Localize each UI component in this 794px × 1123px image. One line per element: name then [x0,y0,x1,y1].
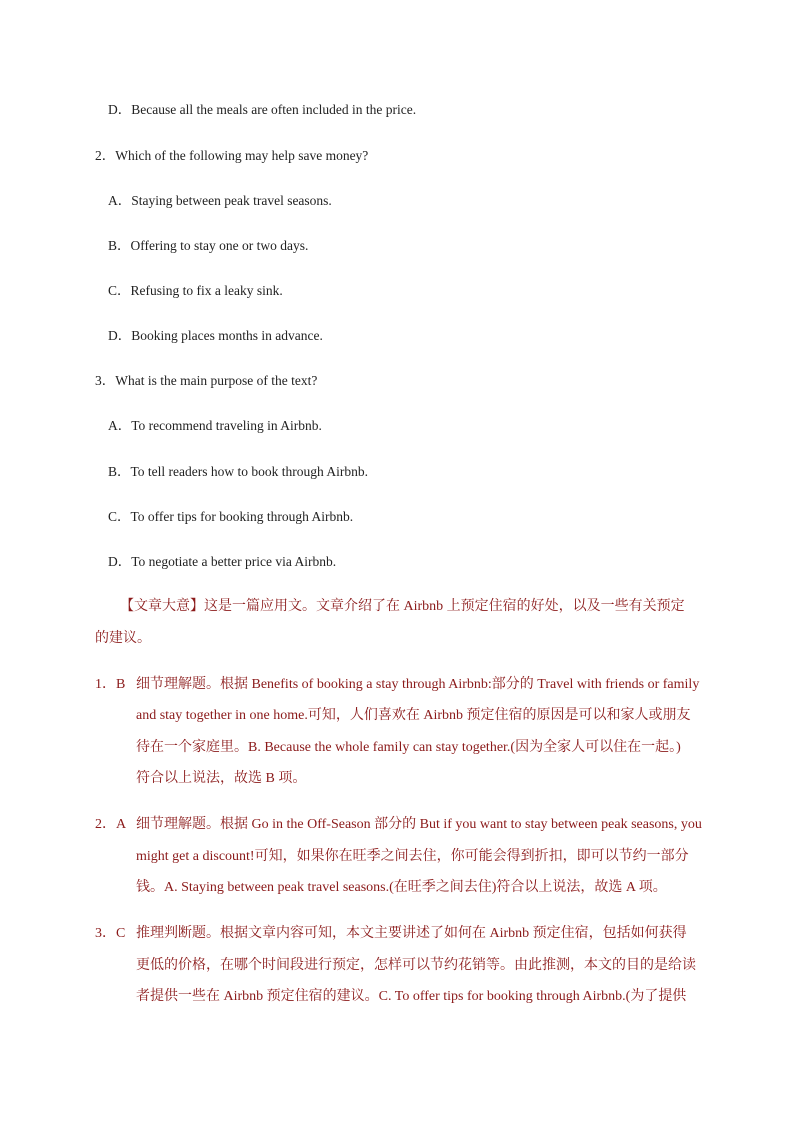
q2-option-b: B．Offering to stay one or two days. [108,238,309,253]
q3-option-b: B．To tell readers how to book through Airbnb. [108,464,369,479]
answer-2-line-3: 钱。A. Staying between peak travel seasons.(在旺季之间去住)符合以上说法，故选 A 项。 [136,880,667,895]
answer-1-line-1: 细节理解题。根据 Benefits of booking a stay through Airbnb:部分的 Travel with friends or family [136,677,700,692]
answer-3-line-3: 者提供一些在 Airbnb 预定住宿的建议。C. To offer tips for booking through Airbnb.(为了提供 [136,989,687,1004]
q1-option-d: D．Because all the meals are often included in the price. [108,102,417,117]
answer-1-number: 1．B [95,677,126,692]
answer-1-line-3: 待在一个家庭里。B. Because the whole family can stay together.(因为全家人可以住在一起。) [136,740,681,755]
summary-text-1: 这是一篇应用文。文章介绍了在 Airbnb 上预定住宿的好处，以及一些有关预定 [204,599,685,614]
answer-2-line-1: 细节理解题。根据 Go in the Off-Season 部分的 But if you want to stay between peak seasons, you [136,817,702,832]
answer-2-number: 2．A [95,817,127,832]
q3-option-a: A．To recommend traveling in Airbnb. [108,418,322,433]
summary-line-2: 的建议。 [95,631,151,646]
answer-1-line-2: and stay together in one home.可知，人们喜欢在 Airbnb 预定住宿的原因是可以和家人或朋友 [136,708,691,723]
q2-option-a: A．Staying between peak travel seasons. [108,193,332,208]
answer-1-line-4: 符合以上说法，故选 B 项。 [136,771,307,786]
q2-option-d: D．Booking places months in advance. [108,328,323,343]
answer-3-number: 3．C [95,926,126,941]
q3-option-d: D．To negotiate a better price via Airbnb. [108,554,337,569]
q2-option-c: C．Refusing to fix a leaky sink. [108,283,283,298]
summary-line-1 [120,597,685,617]
q3-stem: 3．What is the main purpose of the text? [95,373,318,388]
answer-2-line-2: might get a discount!可知，如果你在旺季之间去住，你可能会得到折扣，即可以节约一部分 [136,849,689,864]
summary-label: 【文章大意】 [120,599,204,614]
answer-3-line-2: 更低的价格，在哪个时间段进行预定，怎样可以节约花销等。由此推测，本文的目的是给读 [136,958,696,973]
q2-stem: 2．Which of the following may help save money? [95,148,369,163]
q3-option-c: C．To offer tips for booking through Airbnb. [108,509,354,524]
answer-3-line-1: 推理判断题。根据文章内容可知，本文主要讲述了如何在 Airbnb 预定住宿，包括如何获得 [136,926,687,941]
